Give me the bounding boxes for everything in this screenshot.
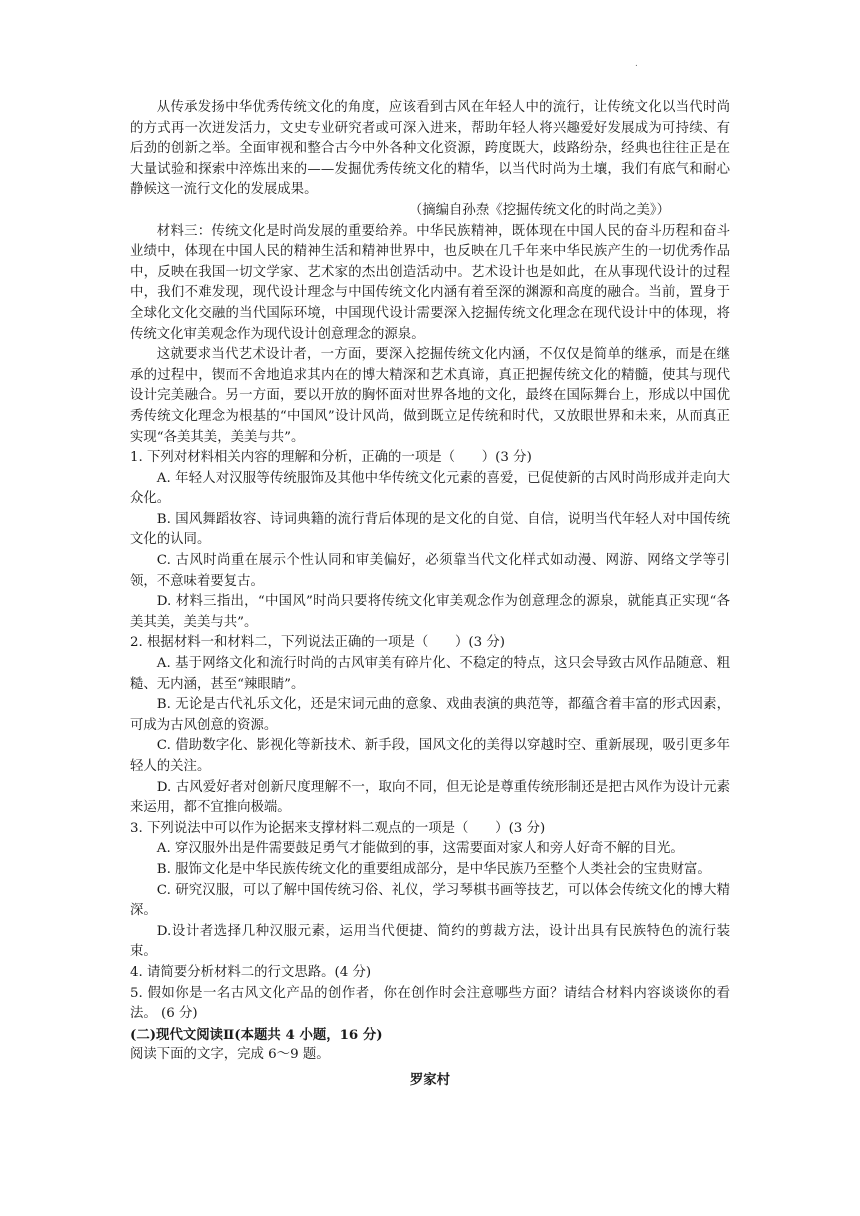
question-stem: 1. 下列对材料相关内容的理解和分析，正确的一项是（ ）(3 分) — [130, 450, 532, 466]
option-c: C. 研究汉服，可以了解中国传统习俗、礼仪，学习琴棋书画等技艺，可以体会传统文化的博大精深。 — [130, 882, 730, 919]
option-b: B. 服饰文化是中华民族传统文化的重要组成部分，是中华民族乃至整个人类社会的宝贵财富。 — [156, 861, 711, 877]
option-a: A. 基于网络文化和流行时尚的古风审美有碎片化、不稳定的特点，这只会导致古风作品随意、粗糙、无内涵，甚至“辣眼睛”。 — [130, 656, 730, 692]
option-c: C. 借助数字化、影视化等新技术、新手段，国风文化的美得以穿越时空、重新展现，吸引更多年轻人的关注。 — [130, 738, 730, 774]
option-c: C. 古风时尚重在展示个性认同和审美偏好，必须靠当代文化样式如动漫、网游、网络文学等引领，不意味着要复古。 — [130, 553, 730, 589]
section-heading: (二)现代文阅读Ⅱ(本题共 4 小题，16 分) — [130, 1026, 383, 1043]
passage-paragraph: 从传承发扬中华优秀传统文化的角度，应该看到古风在年轻人中的流行，让传统文化以当代时尚的方式再一次迸发活力，文史专业研究者或可深入进来，帮助年轻人将兴趣爱好发展成为可持续、有后劲的创新之举。全面审视和整合古今中外各种文化资源，跨度既大，歧路纷杂，经典也往往正是在大量试验和探索中淬炼出来的——发掘优秀传统文化的精华，以当代时尚为土壤，我们有底气和耐心静候这一流行文化的发展成果。 — [130, 100, 730, 198]
option-a: A. 年轻人对汉服等传统服饰及其他中华传统文化元素的喜爱，已促使新的古风时尚形成并走向大众化。 — [130, 470, 730, 507]
question-2 — [130, 633, 730, 818]
question-1 — [130, 448, 730, 633]
option-b: B. 国风舞蹈妆容、诗词典籍的流行背后体现的是文化的自觉、自信，说明当代年轻人对中国传统文化的认同。 — [130, 511, 730, 548]
option-a: A. 穿汉服外出是件需要鼓足勇气才能做到的事，这需要面对家人和旁人好奇不解的目光。 — [156, 841, 684, 857]
source-citation: （摘编自孙焘《挖掘传统文化的时尚之美》） — [408, 202, 670, 218]
reading-instruction: 阅读下面的文字，完成 6～9 题。 — [130, 1047, 330, 1063]
option-d: D. 古风爱好者对创新尺度理解不一，取向不同，但无论是尊重传统形制还是把古风作为设计元素来运用，都不宜推向极端。 — [130, 779, 730, 816]
story-title: 罗家村 — [409, 1071, 451, 1088]
option-d: D.设计者选择几种汉服元素，运用当代便捷、简约的剪裁方法，设计出具有民族特色的流行装束。 — [130, 923, 730, 960]
exam-page — [130, 98, 730, 1091]
passage-paragraph: 这就要求当代艺术设计者，一方面，要深入挖掘传统文化内涵，不仅仅是简单的继承，而是在继承的过程中，锲而不舍地追求其内在的博大精深和艺术真谛，真正把握传统文化的精髓，使其与现代设计完美融合。另一方面，要以开放的胸怀面对世界各地的文化，最终在国际舞台上，形成以中国优秀传统文化理念为根基的“中国风”设计风尚，做到既立足传统和时代，又放眼世界和未来，从而真正实现“各美其美，美美与共”。 — [130, 347, 730, 445]
question-stem: 3. 下列说法中可以作为论据来支撑材料二观点的一项是（ ）(3 分) — [130, 820, 546, 836]
option-d: D. 材料三指出，“中国风”时尚只要将传统文化审美观念作为创意理念的源泉，就能真正实现“各美其美，美美与共”。 — [130, 594, 730, 630]
question-5: 5. 假如你是一名古风文化产品的创作者，你在创作时会注意哪些方面？请结合材料内容谈谈你的看法。 (6 分) — [130, 985, 730, 1022]
question-stem: 2. 根据材料一和材料二，下列说法正确的一项是（ ）(3 分) — [130, 635, 506, 651]
question-3 — [130, 819, 730, 963]
passage-paragraph: 材料三：传统文化是时尚发展的重要给养。中华民族精神，既体现在中国人民的奋斗历程和奋斗业绩中，体现在中国人民的精神生活和精神世界中，也反映在几千年来中华民族产生的一切优秀作品中，反映在我国一切文学家、艺术家的杰出创造活动中。艺术设计也是如此，在从事现代设计的过程中，我们不难发现，现代设计理念与中国传统文化内涵有着至深的渊源和高度的融合。当前，置身于全球化文化交融的当代国际环境，中国现代设计需要深入挖掘传统文化理念在现代设计中的体现，将传统文化审美观念作为现代设计创意理念的源泉。 — [130, 223, 730, 342]
option-b: B. 无论是古代礼乐文化，还是宋词元曲的意象、戏曲表演的典范等，都蕴含着丰富的形式因素，可成为古风创意的资源。 — [130, 697, 730, 733]
header-mark: . — [635, 58, 638, 69]
question-4: 4. 请简要分析材料二的行文思路。(4 分) — [130, 964, 372, 980]
